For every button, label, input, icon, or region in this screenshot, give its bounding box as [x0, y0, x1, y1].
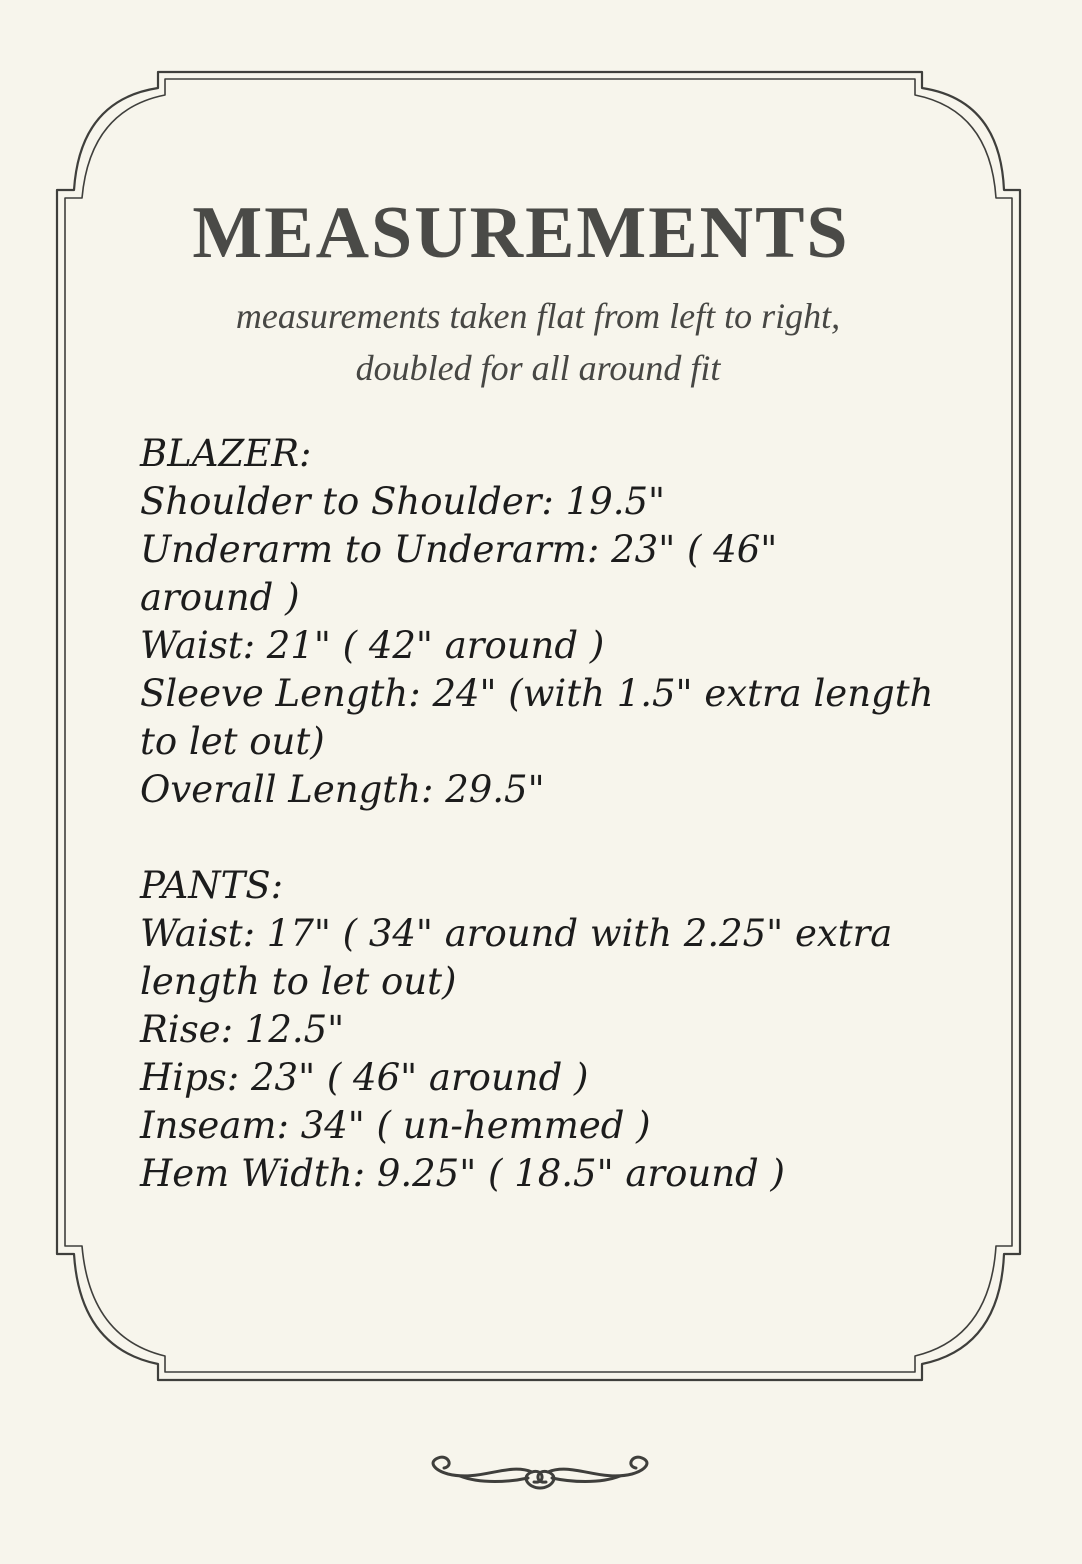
pants-heading: PANTS:: [140, 864, 284, 907]
blazer-measurement: Waist: 21" ( 42" around ): [140, 624, 605, 667]
blazer-measurement: Shoulder to Shoulder: 19.5": [140, 480, 666, 523]
blazer-measurement: Overall Length: 29.5": [140, 768, 545, 811]
page-title: MEASUREMENTS: [192, 192, 850, 274]
subtitle: [0, 290, 1076, 394]
pants-measurement: Hem Width: 9.25" ( 18.5" around ): [140, 1152, 785, 1195]
blazer-measurement: around ): [140, 576, 300, 619]
pants-measurement: Inseam: 34" ( un-hemmed ): [140, 1104, 651, 1147]
section-spacer: [140, 814, 940, 862]
scroll-flourish-icon: [420, 1448, 660, 1498]
pants-measurement: length to let out): [140, 960, 457, 1003]
subtitle-line: doubled for all around fit: [355, 348, 721, 388]
blazer-measurement: Sleeve Length: 24" (with 1.5" extra length: [140, 672, 934, 715]
blazer-measurement: to let out): [140, 720, 325, 763]
measurements-body: [140, 430, 940, 1198]
blazer-measurement: Underarm to Underarm: 23" ( 46": [140, 528, 778, 571]
blazer-heading: BLAZER:: [140, 432, 312, 475]
subtitle-line: measurements taken flat from left to right,: [235, 296, 841, 336]
pants-measurement: Waist: 17" ( 34" around with 2.25" extra: [140, 912, 893, 955]
pants-measurement: Hips: 23" ( 46" around ): [140, 1056, 589, 1099]
pants-measurement: Rise: 12.5": [140, 1008, 345, 1051]
